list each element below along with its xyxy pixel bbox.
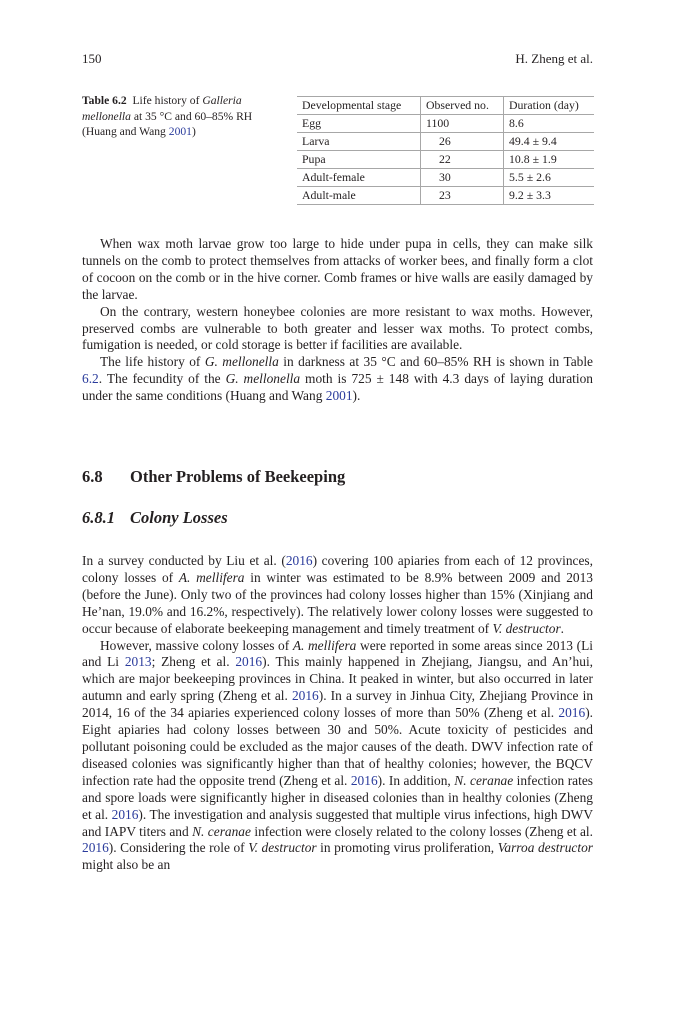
table-caption: Table 6.2 Life history of Galleria mellonella at 35 °C and 60–85% RH (Huang and Wang 2001) <box>82 94 253 138</box>
species-name: A. mellifera <box>178 569 245 585</box>
observed-cell: 1100 <box>421 115 504 133</box>
species-name: V. destructor <box>248 840 317 856</box>
duration-cell: 49.4 ± 9.4 <box>504 133 595 151</box>
duration-cell: 8.6 <box>504 115 595 133</box>
running-author: H. Zheng et al. <box>515 51 593 66</box>
species-name: N. ceranae <box>454 772 514 788</box>
section-number: 6.8 <box>82 467 103 486</box>
stage-cell: Pupa <box>302 152 326 166</box>
species-name: Varroa destructor <box>497 840 593 856</box>
table-row <box>297 169 594 187</box>
paragraph: In a survey conducted by Liu et al. (2016) covering 100 apiaries from each of 12 provinces, colony losses of A. mellifera in winter was estimated to be 8.9% between 2009 and 2013 (before the June). Only two of the provinces had colony losses higher than 15% (Xinjiang and He’nan, 19.0% and 16.2%, respectively). The relatively lower colony losses were suggested to occur because of elaborate beekeeping management and timely treatment of V. destructor. <box>82 553 593 636</box>
citation-link[interactable]: 2016 <box>235 654 263 670</box>
stage-cell: Adult-female <box>302 170 365 184</box>
stage-cell: Adult-male <box>302 188 356 202</box>
observed-cell: 22 <box>421 151 504 169</box>
table-header-row <box>297 97 594 115</box>
paragraph: The life history of G. mellonella in darkness at 35 °C and 60–85% RH is shown in Table 6.2. The fecundity of the G. mellonella moth is 725 ± 148 with 4.3 days of laying duration under the same conditions (Huang and Wang 2001). <box>82 354 594 404</box>
duration-cell: 9.2 ± 3.3 <box>504 187 595 205</box>
citation-link[interactable]: 2016 <box>558 705 586 721</box>
species-name: N. ceranae <box>192 823 251 839</box>
citation-link[interactable]: 2016 <box>285 553 313 568</box>
species-name: A. mellifera <box>292 637 357 653</box>
subsection-title: Colony Losses <box>130 508 228 527</box>
table-row <box>297 151 594 169</box>
wax-moth-text <box>82 236 593 405</box>
observed-cell: 30 <box>421 169 504 187</box>
stage-cell: Egg <box>302 116 322 130</box>
running-header <box>82 51 593 67</box>
paragraph: However, massive colony losses of A. mellifera were reported in some areas since 2013 (Li and Li 2013; Zheng et al. 2016). This mainly happened in Zhejiang, Jiangsu, and An’hui, which are major beekeeping provinces in China. It peaked in winter, but also occurred in later autumn and early spring (Zheng et al. 2016). In a survey in Jinhua City, Zhejiang Province in 2014, 16 of the 34 apiaries experienced colony losses of more than 50% (Zheng et al. 2016). Eight apiaries had colony losses between 30 and 50%. Acute toxicity of pesticides and pollutant poisoning could be excluded as the major causes of the death. DWV infection rate of diseased colonies was significantly higher than that of healthy colonies; however, the BQCV infection rate had the opposite trend (Zheng et al. 2016). In addition, N. ceranae infection rates and spore loads were significantly higher in diseased colonies than in healthy colonies (Zheng et al. 2016). The investigation and analysis suggested that multiple virus infections, high DWV and IAPV titers and N. ceranae infection were closely related to the colony losses (Zheng et al. 2016). Considering the role of V. destructor in promoting virus proliferation, Varroa destructor might also be an <box>82 637 594 873</box>
duration-cell: 5.5 ± 2.6 <box>504 169 595 187</box>
citation-link[interactable]: 2016 <box>111 806 139 822</box>
citation-link[interactable]: 2016 <box>350 772 378 788</box>
table-row <box>297 115 594 133</box>
species-name: G. mellonella <box>204 354 279 370</box>
observed-cell: 26 <box>421 133 504 151</box>
citation-link[interactable]: 2016 <box>291 688 319 704</box>
table-link[interactable]: 6.2 <box>82 371 99 387</box>
species-name: V. destructor <box>492 620 561 636</box>
citation-link[interactable]: 2001 <box>325 388 353 404</box>
species-name: G. mellonella <box>225 371 301 387</box>
citation-link[interactable]: 2013 <box>124 654 152 670</box>
citation-link[interactable]: 2016 <box>82 840 109 856</box>
stage-cell: Larva <box>302 134 330 148</box>
paragraph: When wax moth larvae grow too large to hide under pupa in cells, they can make silk tunnels on the comb to protect themselves from attacks of worker bees, and finally form a clot of cocoon on the comb or in the hive corner. Comb frames or hive walls are easily damaged by the larvae. <box>82 236 593 302</box>
section-title: Other Problems of Beekeeping <box>130 467 346 486</box>
column-header: Duration (day) <box>504 97 595 115</box>
subsection-number: 6.8.1 <box>82 508 115 527</box>
citation-link[interactable]: 2001 <box>168 125 192 138</box>
column-header: Observed no. <box>421 97 504 115</box>
duration-cell: 10.8 ± 1.9 <box>504 151 595 169</box>
paragraph: On the contrary, western honeybee colonies are more resistant to wax moths. However, preserved combs are vulnerable to both greater and lesser wax moths. To protect combs, fumigation is needed, or cold storage is better if facilities are available. <box>82 303 593 353</box>
species-name: Galleria mellonella <box>82 94 242 123</box>
section-heading <box>82 467 345 487</box>
table-row <box>297 187 594 205</box>
table-row <box>297 133 594 151</box>
page-number: 150 <box>82 51 102 66</box>
colony-losses-text <box>82 553 593 874</box>
life-history-table <box>297 96 594 205</box>
column-header: Developmental stage <box>302 98 402 112</box>
observed-cell: 23 <box>421 187 504 205</box>
table-label: Table 6.2 <box>82 94 127 107</box>
subsection-heading <box>82 508 228 528</box>
